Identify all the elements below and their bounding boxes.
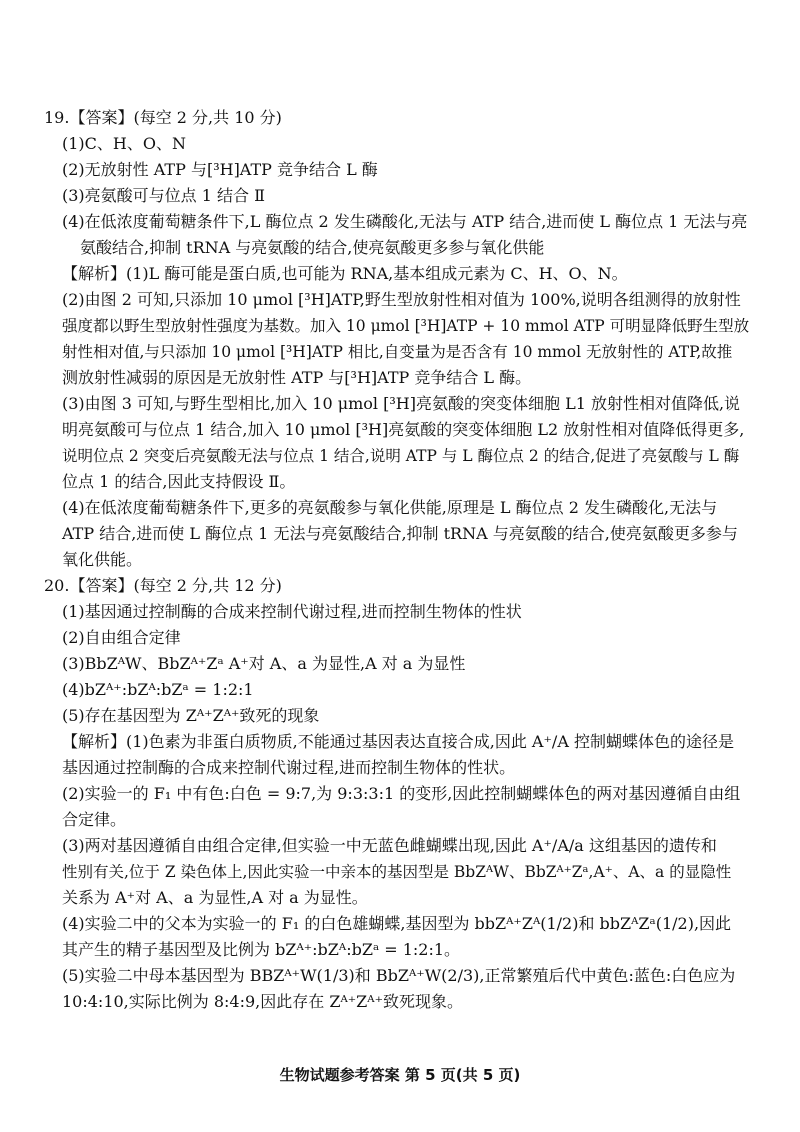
q19-analysis-1: 【解析】(1)L 酶可能是蛋白质,也可能为 RNA,基本组成元素为 C、H、O、N。 [62, 264, 628, 283]
q19-analysis-4-line1: (4)在低浓度葡萄糖条件下,更多的亮氨酸参与氧化供能,原理是 L 酶位点 2 发生磷酸化,无法与 [62, 498, 718, 517]
q20-analysis-5-line1: (5)实验二中母本基因型为 BBZᴬ⁺W(1/3)和 BbZᴬ⁺W(2/3),正常繁殖后代中黄色:蓝色:白色应为 [62, 966, 736, 985]
q20-answer-2: (2)自由组合定律 [62, 628, 181, 647]
q20-analysis-4-line2: 其产生的精子基因型及比例为 bZᴬ⁺:bZᴬ:bZᵃ = 1:2:1。 [62, 940, 461, 959]
q19-analysis-2-line3: 射性相对值,与只添加 10 μmol [³H]ATP 相比,自变量为是否含有 10 mmol 无放射性的 ATP,故推 [62, 343, 733, 361]
q19-answer-1: (1)C、H、O、N [62, 134, 186, 153]
q20-answer-5: (5)存在基因型为 Zᴬ⁺Zᴬ⁺致死的现象 [62, 706, 320, 725]
q19-analysis-3-line3: 说明位点 2 突变后亮氨酸无法与位点 1 结合,说明 ATP 与 L 酶位点 2 的结合,促进了亮氨酸与 L 酶 [62, 447, 740, 465]
q20-analysis-1-line2: 基因通过控制酶的合成来控制代谢过程,进而控制生物体的性状。 [62, 758, 516, 777]
q19-answer-3: (3)亮氨酸可与位点 1 结合 Ⅱ [62, 186, 265, 205]
q19-analysis-2-line4: 测放射性减弱的原因是无放射性 ATP 与[³H]ATP 竞争结合 L 酶。 [62, 368, 532, 387]
q19-analysis-3-line1: (3)由图 3 可知,与野生型相比,加入 10 μmol [³H]亮氨酸的突变体细胞 L1 放射性相对值降低,说 [62, 394, 741, 413]
q20-answer-3: (3)BbZᴬW、BbZᴬ⁺Zᵃ A⁺对 A、a 为显性,A 对 a 为显性 [62, 654, 466, 673]
q20-answer-1: (1)基因通过控制酶的合成来控制代谢过程,进而控制生物体的性状 [62, 602, 522, 621]
q20-analysis-2-line1: (2)实验一的 F₁ 中有色:白色 = 9:7,为 9:3:3:1 的变形,因此控制蝴蝶体色的两对基因遵循自由组 [62, 784, 741, 803]
q20-analysis-4-line1: (4)实验二中的父本为实验一的 F₁ 的白色雄蝴蝶,基因型为 bbZᴬ⁺Zᴬ(1/2)和 bbZᴬZᵃ(1/2),因此 [62, 914, 732, 933]
q20-answer-heading: 20.【答案】(每空 2 分,共 12 分) [44, 576, 282, 595]
q20-analysis-3-line1: (3)两对基因遵循自由组合定律,但实验一中无蓝色雌蝴蝶出现,因此 A⁺/A/a 这组基因的遗传和 [62, 836, 717, 855]
q19-answer-4-line1: (4)在低浓度葡萄糖条件下,L 酶位点 2 发生磷酸化,无法与 ATP 结合,进而使 L 酶位点 1 无法与亮 [62, 212, 748, 231]
q19-analysis-3-line2: 明亮氨酸可与位点 1 结合,加入 10 μmol [³H]亮氨酸的突变体细胞 L2 放射性相对值降低得更多, [62, 420, 745, 439]
q19-answer-heading: 19.【答案】(每空 2 分,共 10 分) [44, 108, 282, 127]
q20-answer-4: (4)bZᴬ⁺:bZᴬ:bZᵃ = 1:2:1 [62, 680, 254, 699]
q19-answer-4-line2: 氨酸结合,抑制 tRNA 与亮氨酸的结合,使亮氨酸更多参与氧化供能 [80, 238, 545, 257]
q19-answer-2: (2)无放射性 ATP 与[³H]ATP 竞争结合 L 酶 [62, 160, 378, 179]
q19-analysis-3-line4: 位点 1 的结合,因此支持假设 Ⅱ。 [62, 472, 296, 491]
q20-analysis-3-line3: 关系为 A⁺对 A、a 为显性,A 对 a 为显性。 [62, 888, 368, 907]
q19-analysis-4-line2: ATP 结合,进而使 L 酶位点 1 无法与亮氨酸结合,抑制 tRNA 与亮氨酸的结合,使亮氨酸更多参与 [62, 524, 738, 543]
page-footer: 生物试题参考答案 第 5 页(共 5 页) [279, 1066, 521, 1084]
q20-analysis-3-line2: 性别有关,位于 Z 染色体上,因此实验一中亲本的基因型是 BbZᴬW、BbZᴬ⁺Zᵃ,A⁺、A、a 的显隐性 [62, 863, 732, 881]
q20-analysis-2-line2: 合定律。 [62, 810, 127, 829]
q19-analysis-2-line1: (2)由图 2 可知,只添加 10 μmol [³H]ATP,野生型放射性相对值为 100%,说明各组测得的放射性 [62, 290, 741, 309]
q20-analysis-5-line2: 10:4:10,实际比例为 8:4:9,因此存在 Zᴬ⁺Zᴬ⁺致死现象。 [62, 992, 464, 1011]
q20-analysis-1-line1: 【解析】(1)色素为非蛋白质物质,不能通过基因表达直接合成,因此 A⁺/A 控制蝴蝶体色的途径是 [62, 732, 734, 751]
q19-analysis-2-line2: 强度都以野生型放射性强度为基数。加入 10 μmol [³H]ATP + 10 mmol ATP 可明显降低野生型放 [62, 317, 750, 335]
q19-analysis-4-line3: 氧化供能。 [62, 550, 143, 569]
